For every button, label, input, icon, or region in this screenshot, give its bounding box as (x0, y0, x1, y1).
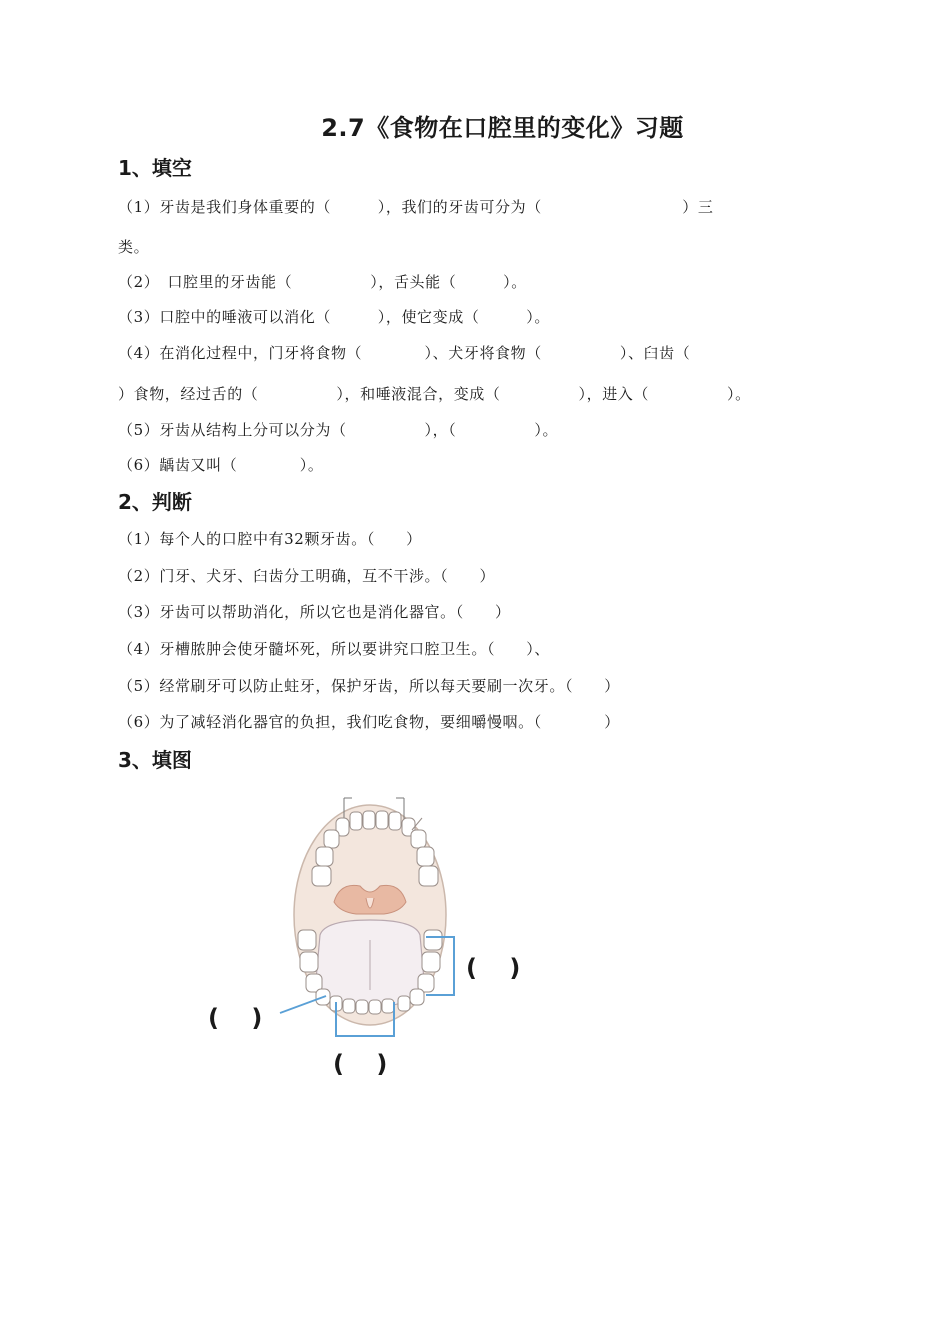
fill-question-3: （3）口腔中的唾液可以消化（ ），使它变成（ ）。 (118, 308, 550, 326)
fill-question-2: （2） 口腔里的牙齿能（ ），舌头能（ ）。 (118, 273, 527, 291)
fill-question-4-line-1: （4）在消化过程中，门牙将食物（ ）、犬牙将食物（ ）、臼齿（ (118, 344, 691, 362)
molar-answer-blank: ( ) (466, 954, 521, 982)
fill-question-1-line-1: （1）牙齿是我们身体重要的（ ），我们的牙齿可分为（ ）三 (118, 198, 714, 216)
fill-question-1-line-2: 类。 (118, 238, 150, 256)
teeth-illustration (200, 790, 540, 1080)
judge-question-3: （3）牙齿可以帮助消化，所以它也是消化器官。（ ） (118, 603, 511, 621)
judge-question-1: （1）每个人的口腔中有32颗牙齿。（ ） (118, 530, 422, 548)
judge-question-2: （2）门牙、犬牙、臼齿分工明确，互不干涉。（ ） (118, 567, 496, 585)
section-3-heading: 3、填图 (118, 748, 192, 772)
fill-question-6: （6）龋齿又叫（ ）。 (118, 456, 324, 474)
page-title: 2.7《食物在口腔里的变化》习题 (321, 114, 684, 142)
section-1-heading: 1、填空 (118, 156, 192, 180)
judge-question-6: （6）为了减轻消化器官的负担，我们吃食物，要细嚼慢咽。（ ） (118, 713, 620, 731)
judge-question-5: （5）经常刷牙可以防止蛀牙，保护牙齿，所以每天要刷一次牙。（ ） (118, 677, 620, 695)
judge-question-4: （4）牙槽脓肿会使牙髓坏死，所以要讲究口腔卫生。（ ）、 (118, 640, 550, 658)
incisor-answer-blank: ( ) (333, 1050, 388, 1078)
fill-question-5: （5）牙齿从结构上分可以分为（ ），（ ）。 (118, 421, 559, 439)
fill-question-4-line-2: ）食物，经过舌的（ ），和唾液混合，变成（ ），进入（ ）。 (118, 385, 751, 403)
mouth-diagram (200, 790, 540, 1080)
canine-answer-blank: ( ) (208, 1004, 263, 1032)
section-2-heading: 2、判断 (118, 490, 192, 514)
